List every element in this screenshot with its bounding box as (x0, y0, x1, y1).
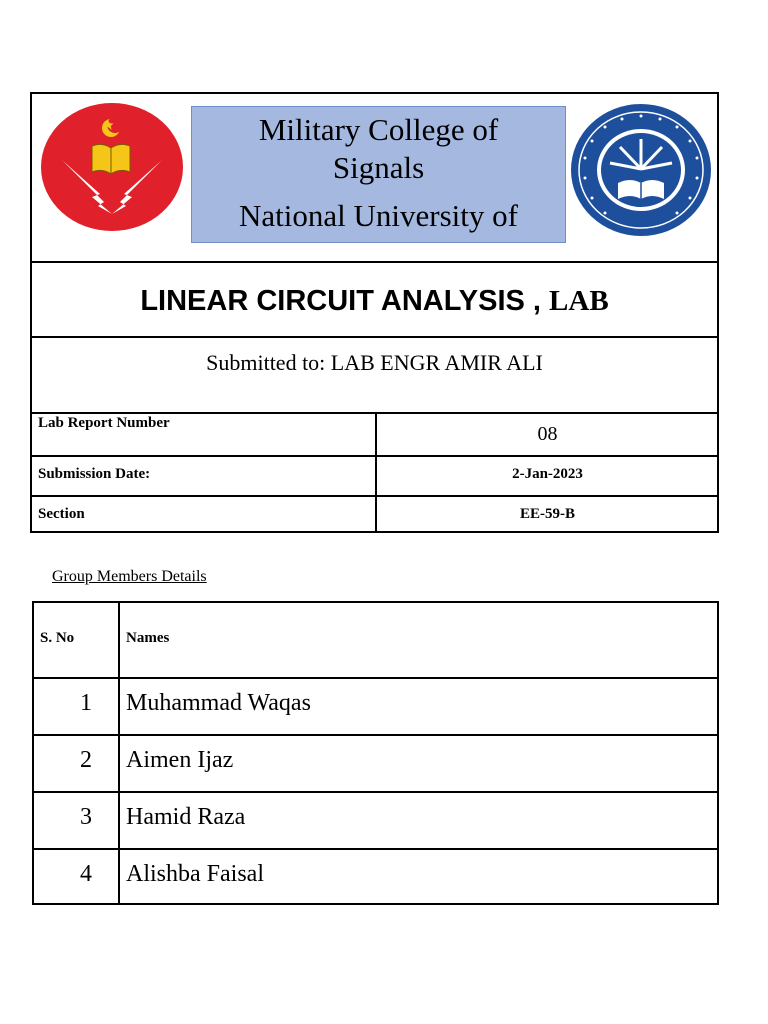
section-label: Section (38, 506, 85, 522)
title-main: LINEAR CIRCUIT ANALYSIS , (140, 285, 550, 317)
table-header-names: Names (126, 630, 170, 646)
submission-date-label: Submission Date: (38, 466, 151, 482)
divider (34, 791, 717, 793)
table-cell-sno: 1 (80, 690, 92, 716)
table-cell-sno: 2 (80, 747, 92, 773)
submission-date-value: 2-Jan-2023 (512, 466, 583, 482)
title-suffix: LAB (549, 285, 609, 317)
members-heading: Group Members Details (52, 568, 207, 585)
college-name-line2: Signals (332, 150, 425, 185)
nust-seal-logo (570, 103, 712, 238)
college-banner (191, 106, 566, 243)
table-cell-sno: 4 (80, 861, 92, 887)
section-value: EE-59-B (519, 506, 575, 522)
divider (118, 603, 120, 903)
table-cell-name: Muhammad Waqas (126, 690, 311, 716)
university-name-line: National University of (239, 198, 518, 233)
table-header-sno: S. No (40, 630, 75, 646)
submitted-to: Submitted to: LAB ENGR AMIR ALI (206, 350, 543, 375)
lab-report-number-label: Lab Report Number (38, 415, 170, 431)
divider (34, 734, 717, 736)
lab-report-number-value: 08 (537, 423, 558, 445)
mcs-crest-logo (40, 102, 184, 232)
divider (34, 848, 717, 850)
table-cell-name: Alishba Faisal (126, 861, 264, 887)
page-title (30, 285, 719, 318)
table-cell-sno: 3 (80, 804, 92, 830)
table-cell-name: Aimen Ijaz (126, 747, 234, 773)
divider (32, 336, 717, 338)
divider (34, 677, 717, 679)
table-cell-name: Hamid Raza (126, 804, 246, 830)
divider (32, 261, 717, 263)
college-name-line1: Military College of (258, 112, 499, 147)
